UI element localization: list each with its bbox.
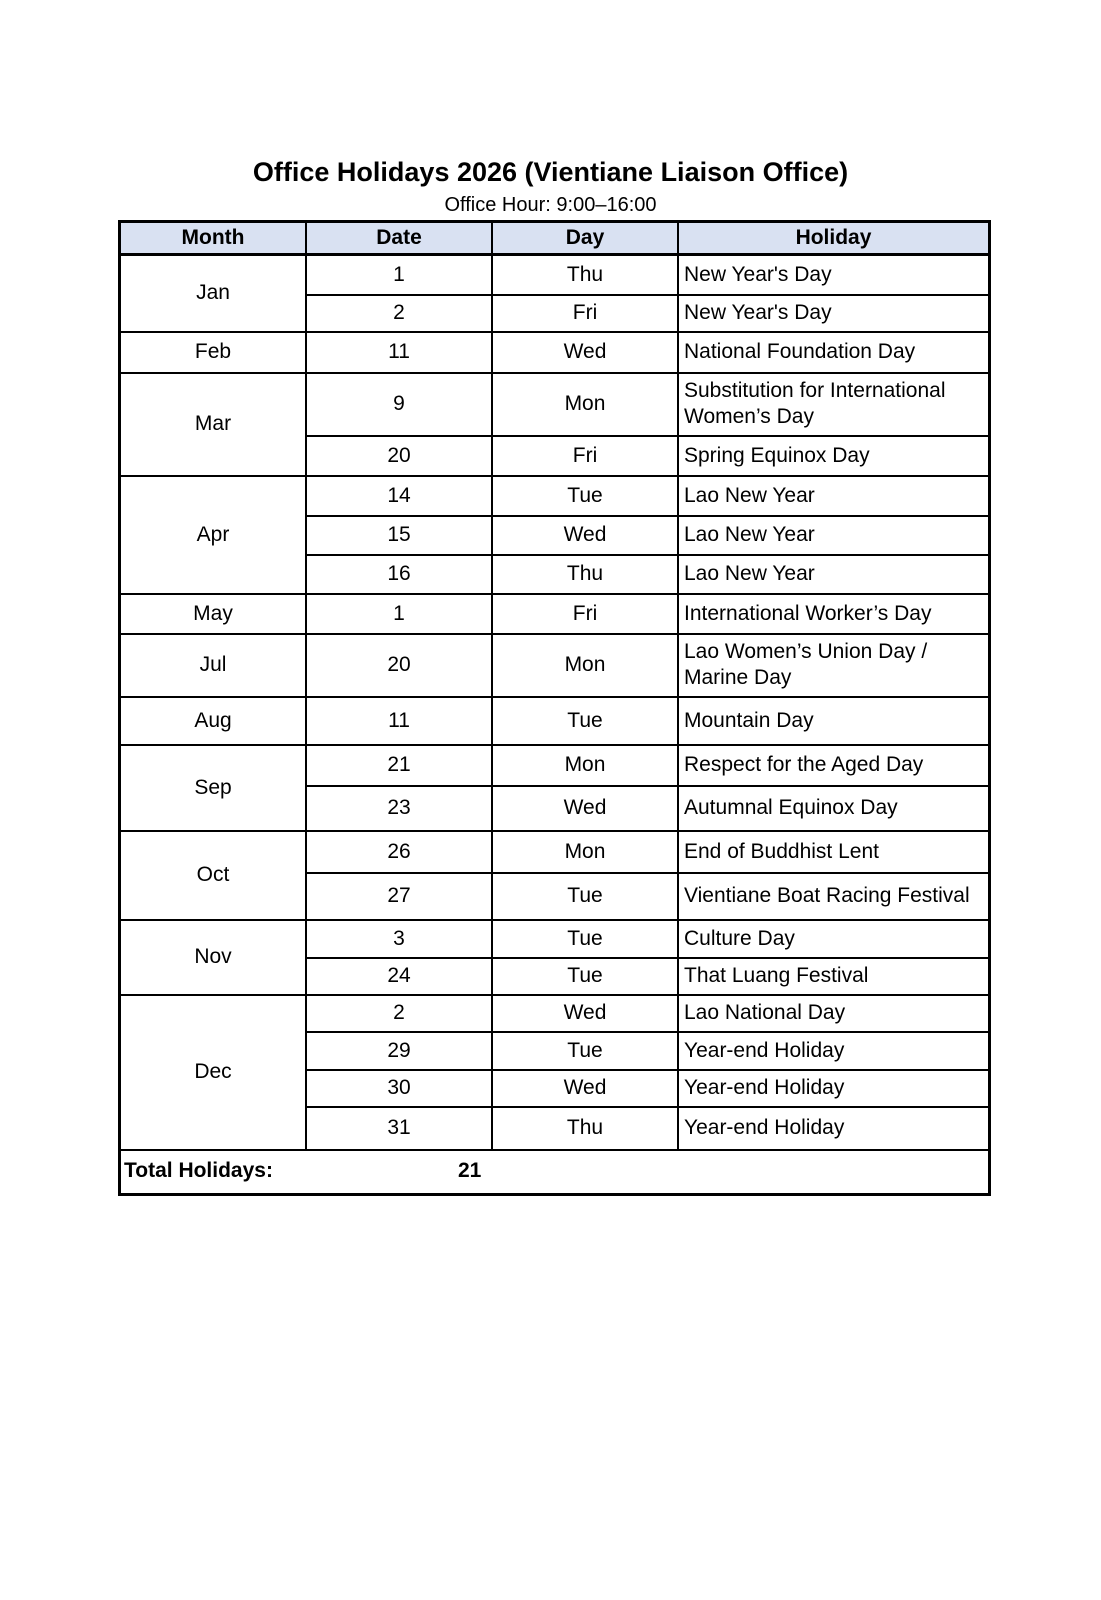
day-cell: Wed [492, 332, 678, 373]
table-row [121, 373, 988, 436]
date-cell: 24 [306, 958, 492, 995]
holiday-cell: Lao National Day [678, 995, 988, 1032]
day-cell: Wed [492, 516, 678, 555]
date-cell: 11 [306, 697, 492, 745]
day-cell: Tue [492, 1032, 678, 1070]
day-cell: Fri [492, 295, 678, 332]
date-cell: 27 [306, 873, 492, 920]
table-row [121, 255, 988, 295]
month-cell: Nov [121, 920, 306, 995]
holiday-cell: Substitution for International Women’s Day [678, 373, 988, 436]
day-cell: Wed [492, 995, 678, 1032]
holiday-cell: New Year's Day [678, 295, 988, 332]
holiday-cell: End of Buddhist Lent [678, 831, 988, 873]
holiday-table [121, 223, 988, 1149]
day-cell: Thu [492, 1107, 678, 1149]
holiday-cell: That Luang Festival [678, 958, 988, 995]
date-cell: 26 [306, 831, 492, 873]
table-row [121, 995, 988, 1032]
date-cell: 11 [306, 332, 492, 373]
table-row [121, 920, 988, 958]
holiday-cell: International Worker’s Day [678, 594, 988, 634]
day-cell: Mon [492, 745, 678, 786]
month-cell: Sep [121, 745, 306, 831]
office-hours: Office Hour: 9:00–16:00 [444, 194, 657, 216]
table-body [121, 255, 988, 1149]
table-row [121, 697, 988, 745]
date-cell: 14 [306, 476, 492, 516]
total-count: 21 [458, 1158, 482, 1182]
column-header-holiday: Holiday [678, 223, 988, 255]
date-cell: 15 [306, 516, 492, 555]
holiday-cell: Year-end Holiday [678, 1107, 988, 1149]
month-cell: Oct [121, 831, 306, 920]
table-row [121, 476, 988, 516]
holiday-cell: Year-end Holiday [678, 1070, 988, 1107]
month-cell: Apr [121, 476, 306, 594]
column-header-date: Date [306, 223, 492, 255]
date-cell: 9 [306, 373, 492, 436]
date-cell: 16 [306, 555, 492, 594]
day-cell: Wed [492, 786, 678, 831]
date-cell: 3 [306, 920, 492, 958]
month-cell: Aug [121, 697, 306, 745]
day-cell: Mon [492, 373, 678, 436]
page-title: Office Holidays 2026 (Vientiane Liaison Office) [252, 157, 849, 187]
holiday-cell: Spring Equinox Day [678, 436, 988, 476]
total-label: Total Holidays: [124, 1158, 273, 1182]
table-row [121, 831, 988, 873]
holiday-cell: Respect for the Aged Day [678, 745, 988, 786]
date-cell: 1 [306, 594, 492, 634]
month-cell: Jul [121, 634, 306, 697]
holiday-cell: Lao New Year [678, 555, 988, 594]
holiday-cell: Lao New Year [678, 516, 988, 555]
date-cell: 21 [306, 745, 492, 786]
day-cell: Thu [492, 555, 678, 594]
date-cell: 2 [306, 995, 492, 1032]
table-row [121, 745, 988, 786]
holiday-cell: National Foundation Day [678, 332, 988, 373]
table-header-row [121, 223, 988, 255]
date-cell: 31 [306, 1107, 492, 1149]
holiday-cell: Lao New Year [678, 476, 988, 516]
month-cell: Jan [121, 255, 306, 332]
holiday-cell: Culture Day [678, 920, 988, 958]
holiday-cell: Year-end Holiday [678, 1032, 988, 1070]
date-cell: 20 [306, 634, 492, 697]
holiday-cell: New Year's Day [678, 255, 988, 295]
month-cell: Feb [121, 332, 306, 373]
table-row [121, 594, 988, 634]
date-cell: 29 [306, 1032, 492, 1070]
month-cell: Dec [121, 995, 306, 1149]
date-cell: 1 [306, 255, 492, 295]
day-cell: Mon [492, 831, 678, 873]
holiday-cell: Mountain Day [678, 697, 988, 745]
day-cell: Wed [492, 1070, 678, 1107]
column-header-month: Month [121, 223, 306, 255]
day-cell: Mon [492, 634, 678, 697]
day-cell: Fri [492, 594, 678, 634]
holiday-cell: Lao Women’s Union Day / Marine Day [678, 634, 988, 697]
date-cell: 23 [306, 786, 492, 831]
day-cell: Tue [492, 873, 678, 920]
date-cell: 2 [306, 295, 492, 332]
month-cell: May [121, 594, 306, 634]
column-header-day: Day [492, 223, 678, 255]
table-row [121, 332, 988, 373]
table-row [121, 634, 988, 697]
month-cell: Mar [121, 373, 306, 476]
holiday-cell: Autumnal Equinox Day [678, 786, 988, 831]
day-cell: Tue [492, 476, 678, 516]
total-row [121, 1149, 988, 1193]
holiday-cell: Vientiane Boat Racing Festival [678, 873, 988, 920]
date-cell: 20 [306, 436, 492, 476]
date-cell: 30 [306, 1070, 492, 1107]
holiday-sheet [118, 220, 991, 1196]
day-cell: Tue [492, 697, 678, 745]
day-cell: Tue [492, 958, 678, 995]
day-cell: Fri [492, 436, 678, 476]
day-cell: Thu [492, 255, 678, 295]
day-cell: Tue [492, 920, 678, 958]
